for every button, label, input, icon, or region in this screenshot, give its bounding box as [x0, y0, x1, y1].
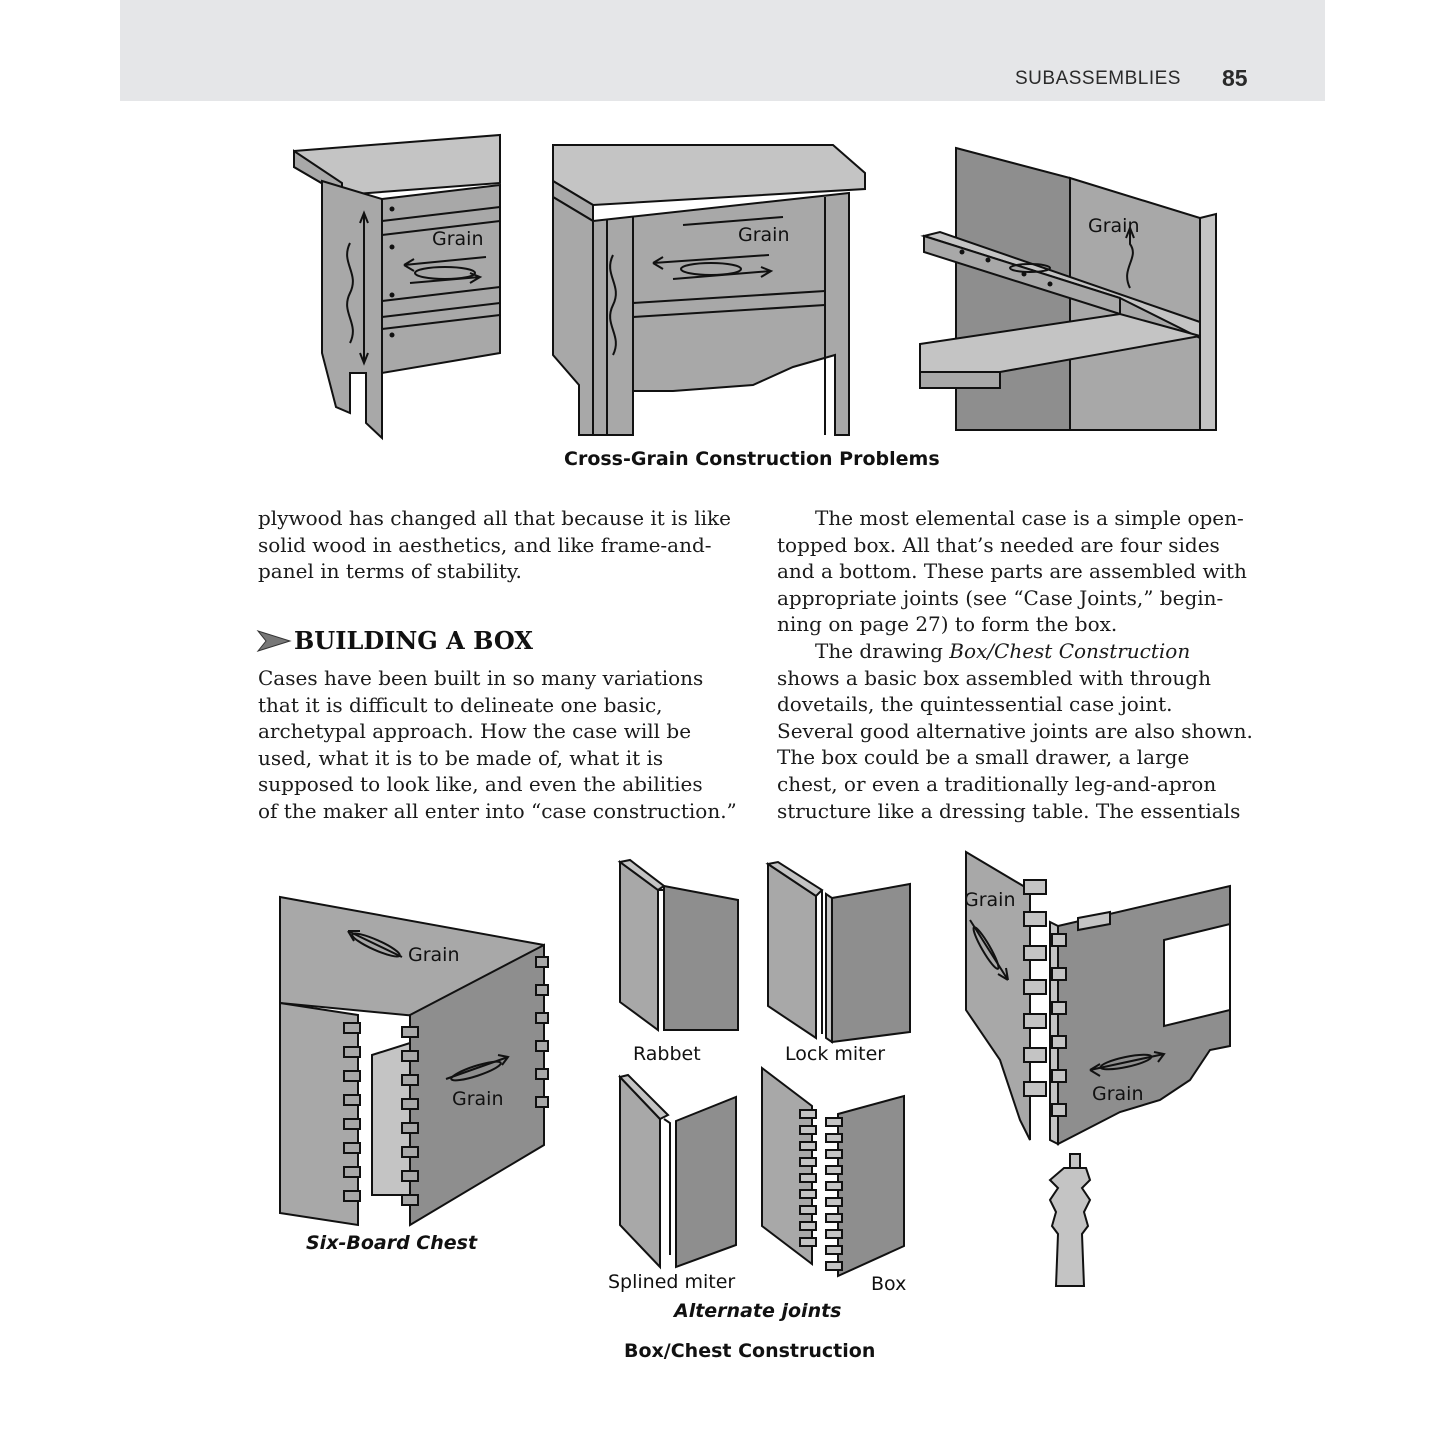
left-column-para2 [258, 665, 738, 825]
six-board-chest-caption: Six-Board Chest [306, 1232, 478, 1254]
text-line: used, what it is to be made of, what it is [258, 745, 664, 770]
lock-miter-label: Lock miter [785, 1043, 886, 1065]
text-line: panel in terms of stability. [258, 559, 522, 584]
six-board-chest-illustration [276, 895, 551, 1230]
box-joint-fingers [800, 1110, 842, 1270]
shelf-illustration [920, 148, 1225, 436]
italic-reference: Box/Chest Construction [949, 638, 1191, 663]
text-line: that it is difficult to delineate one basic, [258, 692, 663, 717]
box-joint-illustration [760, 1066, 910, 1281]
grain-label-3: Grain [1088, 215, 1140, 237]
turned-leg [1050, 1154, 1090, 1286]
lock-miter-joint-illustration [766, 862, 916, 1042]
section-heading [258, 626, 533, 655]
leg-apron-illustration [960, 850, 1235, 1290]
text-line: appropriate joints (see “Case Joints,” begin- [777, 585, 1224, 610]
text-line: shows a basic box assembled with through [777, 665, 1211, 690]
grain-label-5: Grain [452, 1088, 504, 1110]
arrow-bullet-icon [258, 631, 290, 651]
running-head: SUBASSEMBLIES [1015, 68, 1181, 89]
text-line: dovetails, the quintessential case joint. [777, 692, 1173, 717]
text-line: plywood has changed all that because it is like [258, 506, 731, 530]
grain-label-7: Grain [1092, 1083, 1144, 1105]
grain-label-6: Grain [964, 889, 1016, 911]
section-heading-text: BUILDING A BOX [294, 626, 533, 655]
table-illustration [553, 145, 868, 440]
left-column-para1 [258, 505, 738, 585]
box-chest-caption: Box/Chest Construction [624, 1340, 876, 1362]
text-line: The most elemental case is a simple open- [815, 506, 1244, 530]
text-line: chest, or even a traditionally leg-and-apron [777, 771, 1217, 796]
text-line: supposed to look like, and even the abilities [258, 772, 703, 797]
box-label: Box [871, 1273, 907, 1295]
text-line: of the maker all enter into “case construction.” [258, 798, 737, 823]
text-line: ning on page 27) to form the box. [777, 612, 1118, 637]
text-line: The box could be a small drawer, a large [777, 745, 1190, 770]
page-number: 85 [1222, 65, 1248, 91]
splined-miter-label: Splined miter [608, 1271, 736, 1293]
right-column [777, 505, 1257, 824]
grain-label-2: Grain [738, 224, 790, 246]
text-line [777, 638, 1257, 665]
grain-label-4: Grain [408, 944, 460, 966]
text-line: solid wood in aesthetics, and like frame-and- [258, 532, 712, 557]
rabbet-label: Rabbet [633, 1043, 701, 1065]
figure-top-caption: Cross-Grain Construction Problems [564, 448, 940, 470]
grain-label: Grain [432, 228, 484, 250]
text-line: topped box. All that’s needed are four sides [777, 532, 1220, 557]
bench-illustration [290, 133, 505, 445]
text-line: Several good alternative joints are also shown. [777, 718, 1253, 743]
splined-miter-joint-illustration [618, 1075, 743, 1270]
text-prefix: The drawing [815, 638, 950, 663]
text-line: structure like a dressing table. The essentials [777, 798, 1241, 823]
text-line: archetypal approach. How the case will be [258, 719, 692, 744]
text-line: Cases have been built in so many variations [258, 666, 704, 690]
rabbet-joint-illustration [618, 860, 743, 1035]
text-line: and a bottom. These parts are assembled with [777, 559, 1247, 584]
alternate-joints-caption: Alternate joints [674, 1300, 842, 1322]
